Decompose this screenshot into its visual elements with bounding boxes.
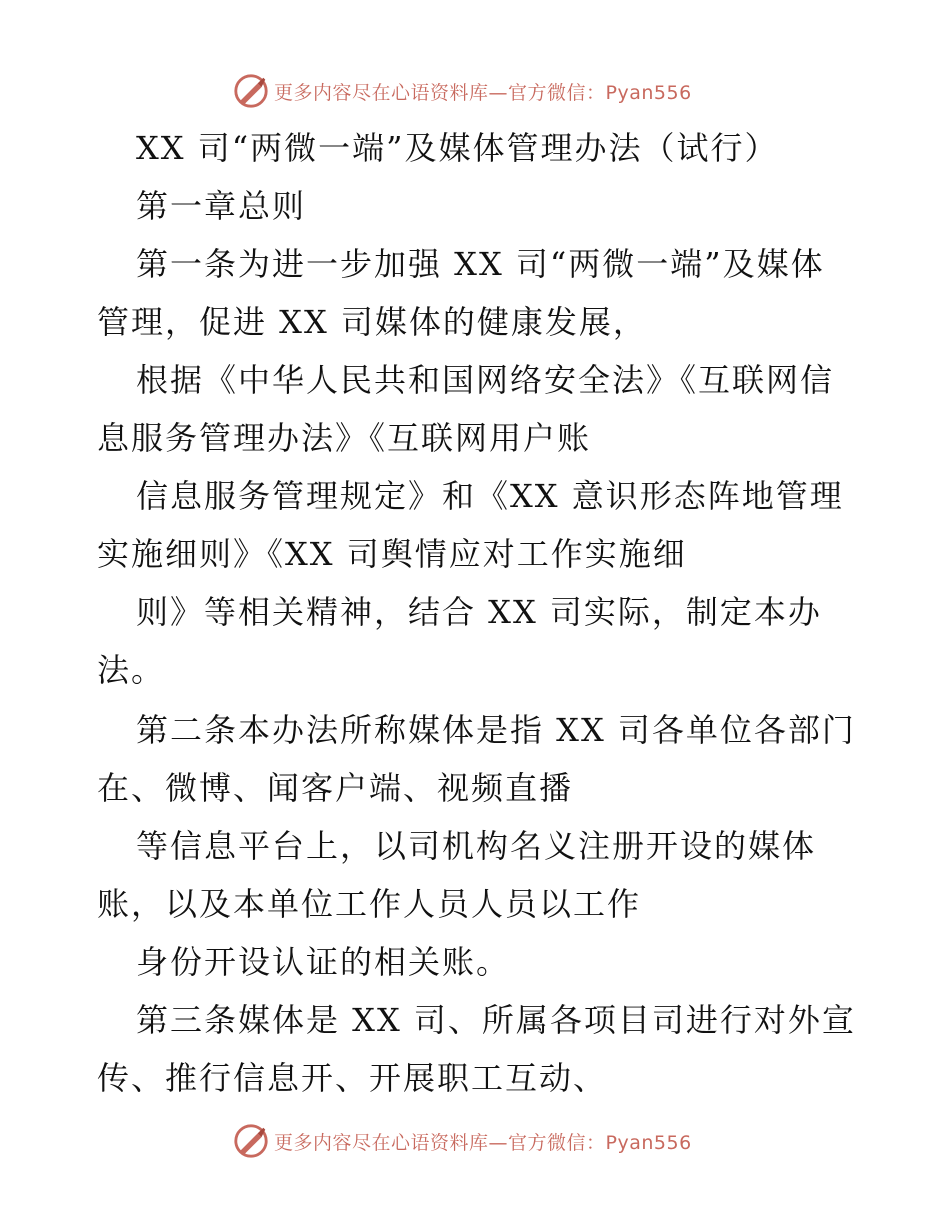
paragraph-line: 第一条为进一步加强 XX 司“两微一端”及媒体 [136,245,825,283]
paragraph-line: 实施细则》《XX 司舆情应对工作实施细 [97,535,687,573]
seal-logo-icon [232,72,270,110]
seal-logo-icon [232,1122,270,1160]
paragraph-line: 则》等相关精神，结合 XX 司实际，制定本办 [136,593,822,631]
watermark-footer [232,1121,692,1161]
paragraph-line: 管理，促进 XX 司媒体的健康发展， [97,303,647,341]
paragraph-line: 根据《中华人民共和国网络安全法》《互联网信 [136,361,835,399]
paragraph-line: 第二条本办法所称媒体是指 XX 司各单位各部门 [136,711,856,749]
paragraph-line: 信息服务管理规定》和《XX 意识形态阵地管理 [136,477,844,515]
paragraph-line: 传、推行信息开、开展职工互动、 [97,1059,608,1097]
watermark-text: 更多内容尽在心语资料库—官方微信：Pyan556 [274,1131,692,1154]
watermark-header [232,71,692,111]
paragraph-line: 账，以及本单位工作人员人员以工作 [97,885,642,923]
doc-title: XX 司“两微一端”及媒体管理办法（试行） [136,129,779,167]
paragraph-line: 法。 [97,651,166,689]
chapter-heading: 第一章总则 [136,187,307,225]
watermark-text: 更多内容尽在心语资料库—官方微信：Pyan556 [274,81,692,104]
paragraph-line: 在、微博、闻客户端、视频直播 [97,769,574,807]
paragraph-line: 身份开设认证的相关账。 [136,943,511,981]
paragraph-line: 息服务管理办法》《互联网用户账 [97,419,592,457]
paragraph-line: 等信息平台上，以司机构名义注册开设的媒体 [136,827,817,865]
paragraph-line: 第三条媒体是 XX 司、所属各项目司进行对外宣 [136,1001,856,1039]
